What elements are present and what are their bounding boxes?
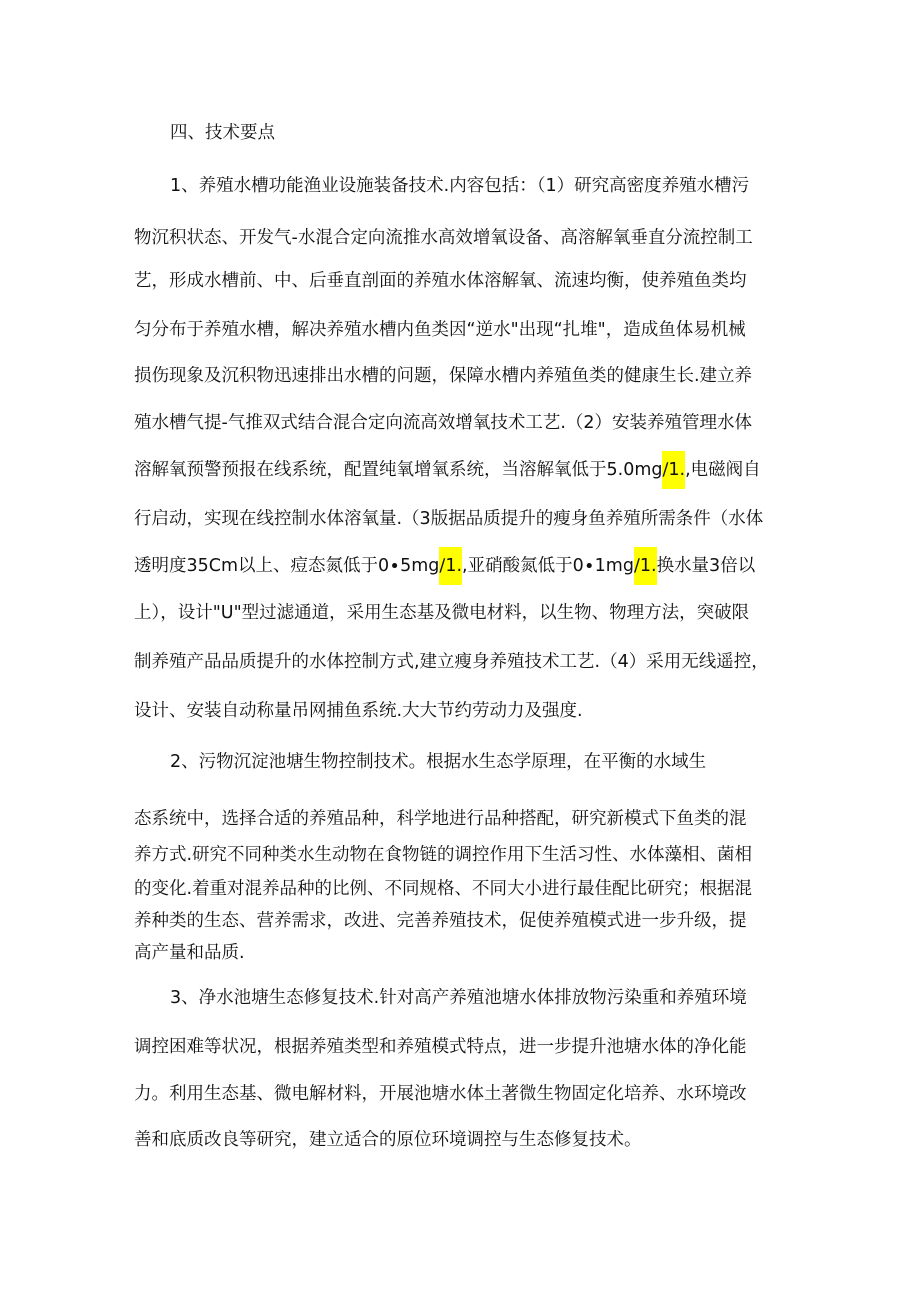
paragraph-1-line-1: 1、养殖水槽功能渔业设施装备技术.内容包括：（1）研究高密度养殖水槽污	[170, 176, 750, 196]
paragraph-1-line-6: 殖水槽气提-气推双式结合混合定向流高效增氧技术工艺.（2）安装养殖管理水体	[134, 413, 753, 433]
paragraph-2-line-3: 养方式.研究不同种类水生动物在食物链的调控作用下生活习性、水体藻相、菌相	[134, 845, 753, 865]
highlighted-unit: ∕1.	[634, 547, 657, 585]
paragraph-3-line-4: 善和底质改良等研究，建立适合的原位环境调控与生态修复技术。	[134, 1130, 642, 1150]
line-9-part-3: 换水量3倍以	[656, 556, 756, 576]
paragraph-1-line-8: 行启动，实现在线控制水体溶氧量.（3版据品质提升的瘦身鱼养殖所需条件（水体	[134, 509, 764, 529]
paragraph-3-line-3: 力。利用生态基、微电解材料，开展池塘水体土著微生物固定化培养、水环境改	[134, 1084, 747, 1104]
line-7-text-before: 溶解氧预警预报在线系统，配置纯氧增氧系统，当溶解氧低于5.0mg	[134, 460, 663, 480]
paragraph-1-line-7	[134, 457, 761, 483]
paragraph-2-line-5: 养种类的生态、营养需求，改进、完善养殖技术，促使养殖模式进一步升级，提	[134, 911, 747, 931]
paragraph-2-line-2: 态系统中，选择合适的养殖品种，科学地进行品种搭配，研究新模式下鱼类的混	[134, 809, 747, 829]
highlighted-unit: ∕1.	[439, 547, 462, 585]
paragraph-3-line-1: 3、净水池塘生态修复技术.针对高产养殖池塘水体排放物污染重和养殖环境	[170, 988, 747, 1008]
paragraph-1-line-9	[134, 553, 755, 579]
paragraph-1-line-10: 上），设计"U"型过滤通道，采用生态基及微电材料，以生物、物理方法，突破限	[134, 603, 750, 623]
paragraph-2-line-1: 2、污物沉淀池塘生物控制技术。根据水生态学原理，在平衡的水域生	[170, 752, 707, 772]
highlighted-unit: ∕1.	[662, 451, 685, 489]
paragraph-1-line-11: 制养殖产品品质提升的水体控制方式,建立瘦身养殖技术工艺.（4）采用无线遥控，	[134, 652, 769, 672]
section-heading: 四、技术要点	[170, 123, 275, 143]
paragraph-1-line-12: 设计、安装自动称量吊网捕鱼系统.大大节约劳动力及强度.	[134, 701, 583, 721]
paragraph-1-line-5: 损伤现象及沉积物迅速排出水槽的问题，保障水槽内养殖鱼类的健康生长.建立养	[134, 366, 753, 386]
paragraph-2-line-6: 高产量和品质.	[134, 943, 245, 963]
line-9-part-2: ,亚硝酸氮低于0∙1mg	[462, 556, 634, 576]
paragraph-3-line-2: 调控困难等状况，根据养殖类型和养殖模式特点，进一步提升池塘水体的净化能	[134, 1037, 747, 1057]
line-9-part-1: 透明度35Cm以上、痘态氮低于0∙5mg	[134, 556, 440, 576]
paragraph-1-line-4: 匀分布于养殖水槽，解决养殖水槽内鱼类因“逆水"出现“扎堆"，造成鱼体易机械	[134, 320, 746, 340]
paragraph-1-line-3: 艺，形成水槽前、中、后垂直剖面的养殖水体溶解氧、流速均衡，使养殖鱼类均	[134, 271, 747, 291]
paragraph-2-line-4: 的变化.着重对混养品种的比例、不同规格、不同大小进行最佳配比研究；根据混	[134, 879, 753, 899]
line-7-text-after: ,电磁阀自	[685, 460, 761, 480]
paragraph-1-line-2: 物沉积状态、开发气-水混合定向流推水高效增氧设备、高溶解氧垂直分流控制工	[134, 228, 753, 248]
